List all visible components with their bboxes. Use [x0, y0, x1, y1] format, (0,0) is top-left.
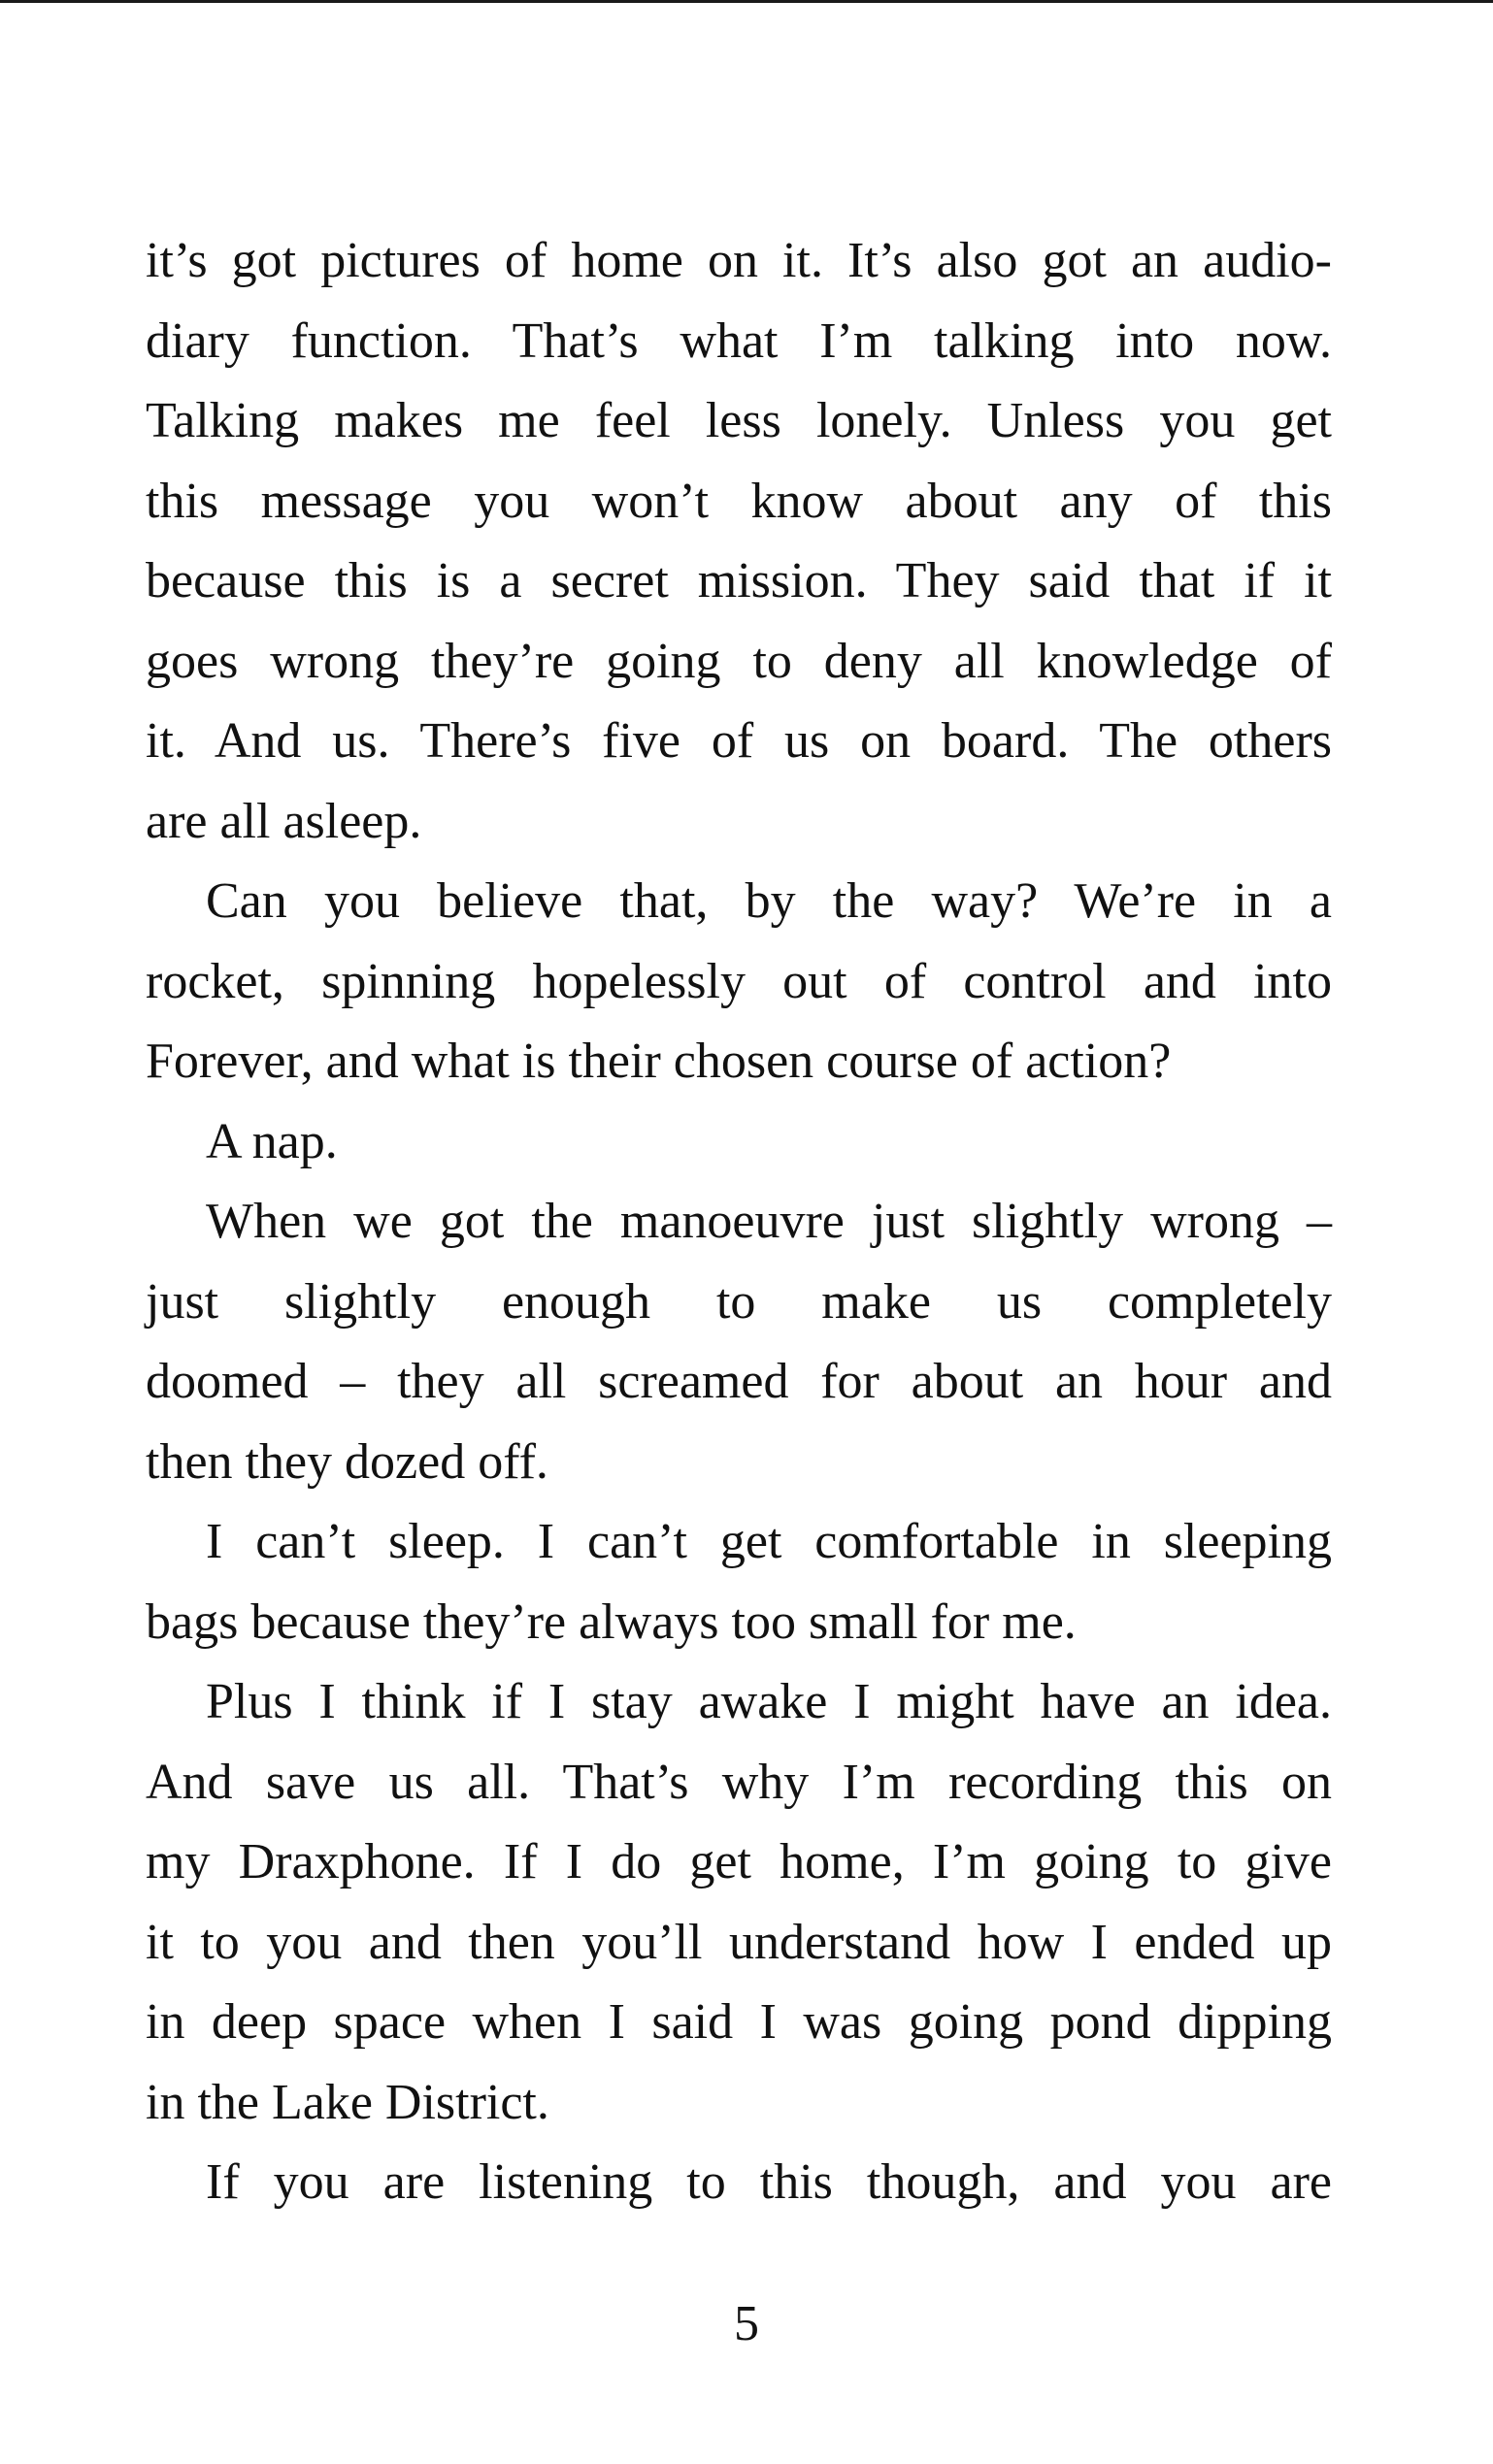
- text-line: in the Lake District.: [146, 2074, 549, 2130]
- text-line: my Draxphone. If I do get home, I’m going to give: [146, 1834, 1332, 1889]
- text-line: in deep space when I said I was going pond dipping: [146, 1994, 1332, 2050]
- text-line: it’s got pictures of home on it. It’s also got an audio-: [146, 233, 1332, 288]
- text-line: Forever, and what is their chosen course of action?: [146, 1034, 1172, 1089]
- text-line: it. And us. There’s five of us on board. The others: [146, 713, 1332, 769]
- text-line: just slightly enough to make us completely: [146, 1273, 1332, 1330]
- text-line: If you are listening to this though, and you are: [206, 2154, 1332, 2210]
- text-line: Talking makes me feel less lonely. Unless you get: [146, 393, 1332, 448]
- body-text: [146, 221, 1332, 2223]
- text-line: Plus I think if I stay awake I might have an idea.: [206, 1674, 1332, 1729]
- text-line: Can you believe that, by the way? We’re in a: [206, 873, 1332, 929]
- text-line: A nap.: [206, 1113, 338, 1169]
- text-line: then they dozed off.: [146, 1433, 548, 1490]
- text-line: bags because they’re always too small for me.: [146, 1593, 1077, 1650]
- text-line: When we got the manoeuvre just slightly wrong –: [206, 1194, 1332, 1249]
- text-line: this message you won’t know about any of this: [146, 473, 1332, 529]
- text-line: because this is a secret mission. They said that if it: [146, 553, 1332, 608]
- text-line: are all asleep.: [146, 793, 422, 849]
- text-line: doomed – they all screamed for about an hour and: [146, 1354, 1332, 1409]
- text-line: rocket, spinning hopelessly out of control and into: [146, 953, 1332, 1009]
- text-line: And save us all. That’s why I’m recording this on: [146, 1754, 1332, 1810]
- text-line: goes wrong they’re going to deny all knowledge of: [146, 633, 1332, 689]
- text-line: diary function. That’s what I’m talking into now.: [146, 312, 1332, 369]
- page-edge-rule: [0, 0, 1493, 3]
- text-line: it to you and then you’ll understand how I ended up: [146, 1914, 1332, 1970]
- page-number: 5: [734, 2296, 759, 2351]
- text-line: I can’t sleep. I can’t get comfortable in sleeping: [206, 1514, 1332, 1569]
